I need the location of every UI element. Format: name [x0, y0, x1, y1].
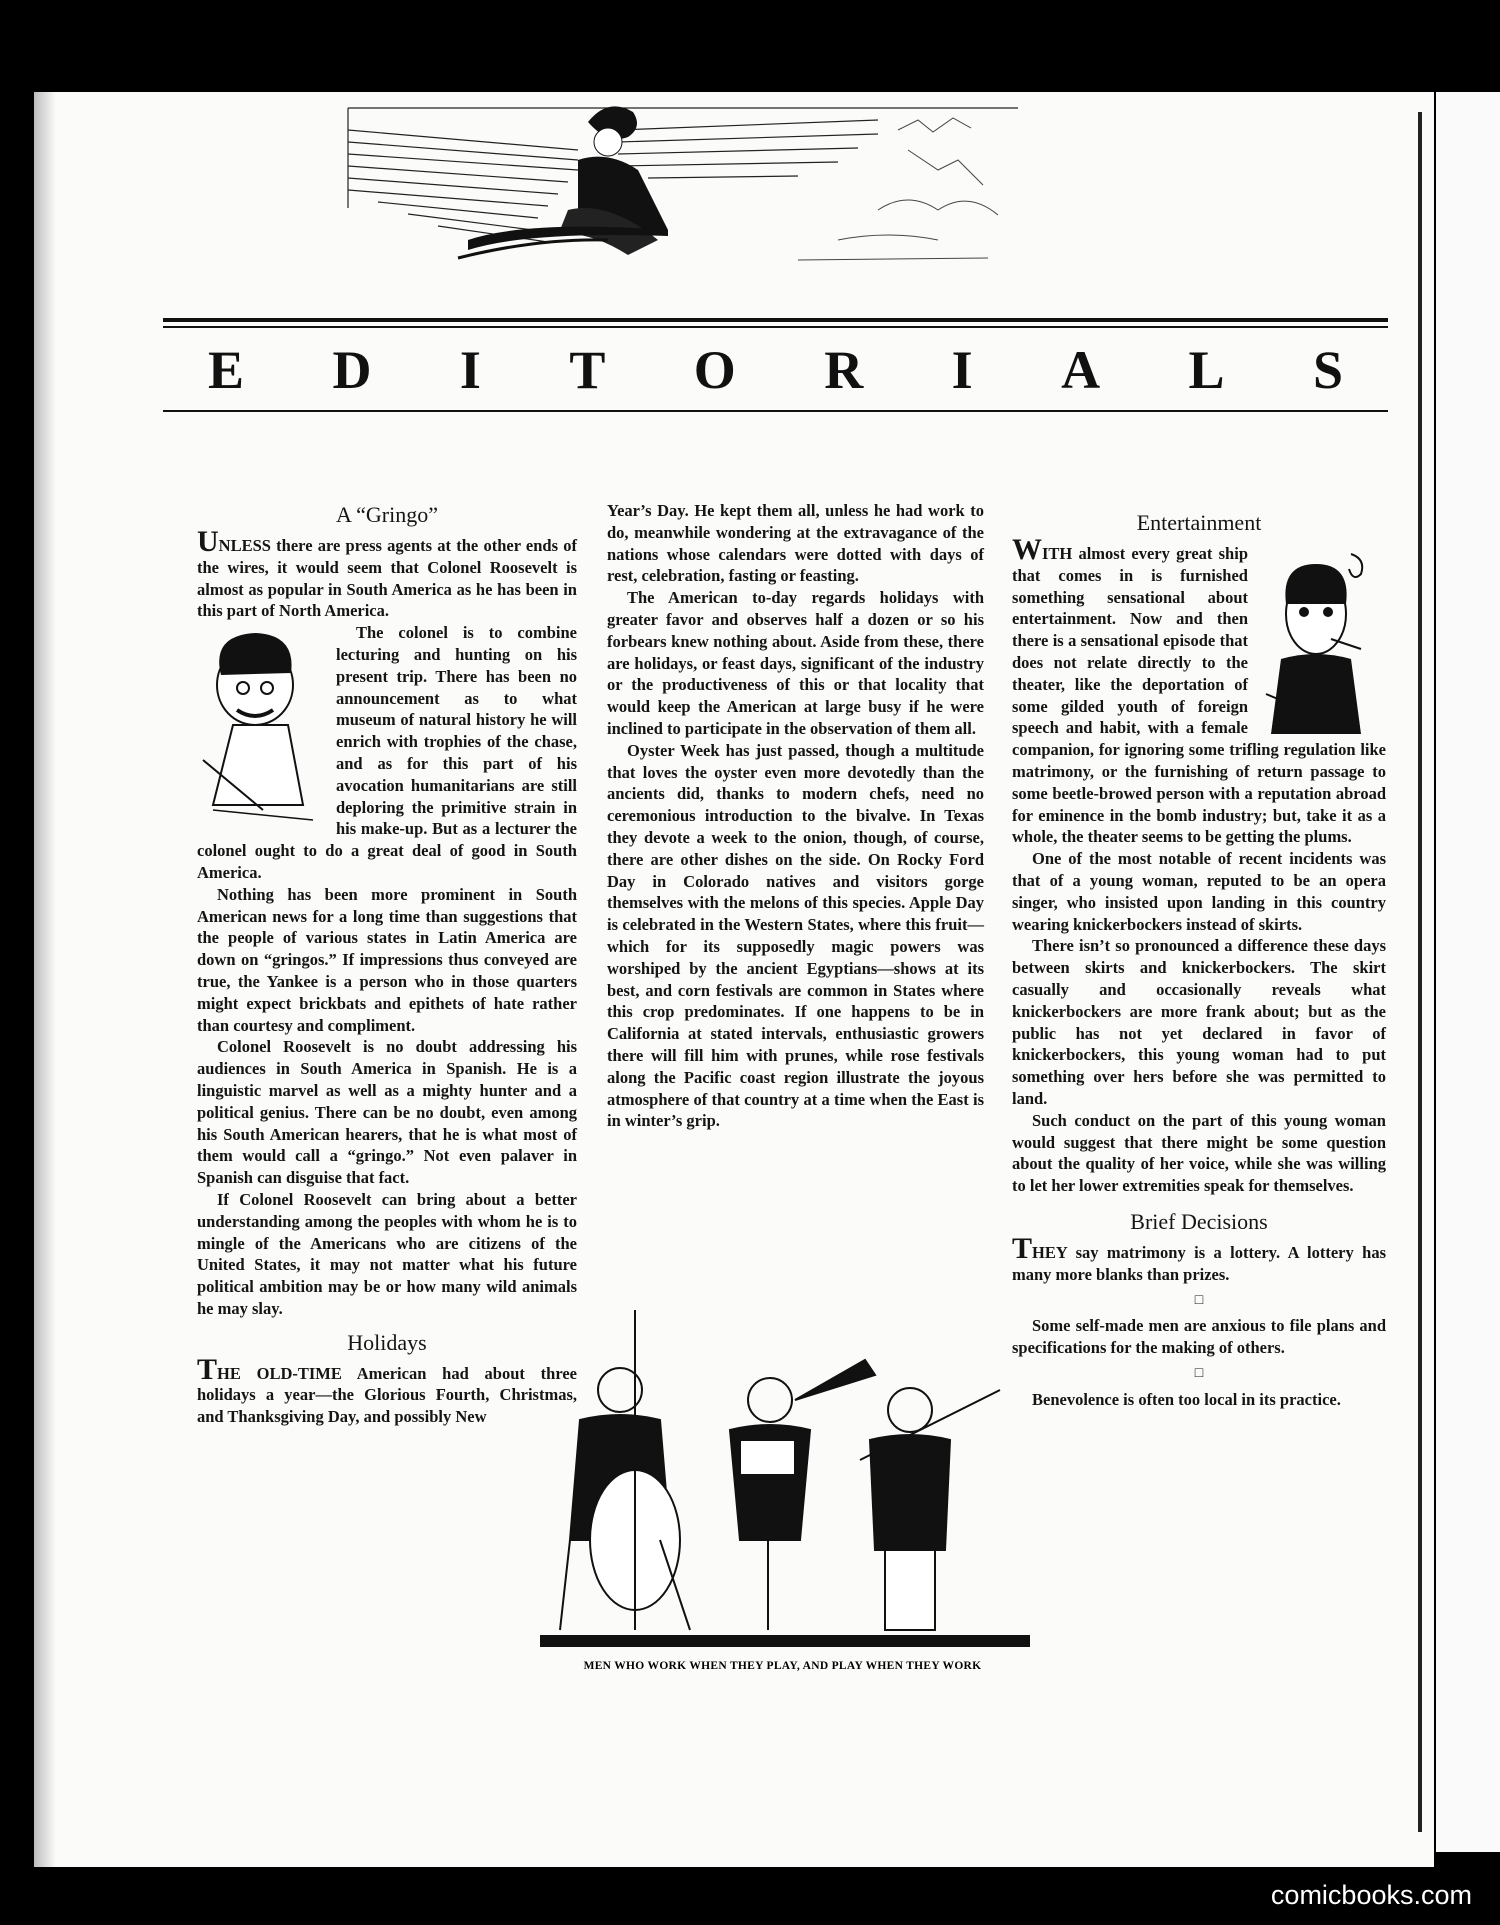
heading-gringo: A “Gringo”: [335, 502, 439, 527]
heading-brief-decisions: Brief Decisions: [1130, 1208, 1268, 1234]
page-title-editorials: [163, 330, 1388, 410]
bottom-rule-thin: [163, 410, 1388, 412]
paragraph: Colonel Roosevelt is no doubt addressing his audiences in South America in Spanish. He is a linguistic marvel as well as a mighty hunter and a political genius. There can be no doubt, even among his South American hearers, that he is what most of them would call a “gringo.” Not even palaver in Spanish can disguise that fact.: [197, 1037, 577, 1188]
paragraph: Nothing has been more prominent in South American news for a long time than suggestions that the people of various states in Latin America are down on “gringos.” If impressions thus conveyed are true, the Yankee is a person who in those quarters might expect brickbats and epithets of hate rather than courtesy and compliment.: [197, 884, 577, 1035]
drop-cap: W: [1012, 533, 1042, 566]
column-holidays: [607, 500, 984, 1132]
top-rule: [163, 318, 1388, 322]
heading-entertainment: Entertainment: [1136, 510, 1262, 535]
paragraph: Some self-made men are anxious to file plans and specifications for the making of others.: [1012, 1316, 1386, 1358]
title-letter: A: [1061, 340, 1101, 400]
paragraph: W ITH almost every great ship that comes in is furnished something sensational about entertainment. Now and then there is a sensational episode that does not relate directly to the theater, like the deportation of some gilded youth of foreign speech and habit, with a female companion, for ignoring some trifling regulation like matrimony, or the furnishing of return passage to some beetle-browed person with a reputation abroad for eminence in the bomb industry; but, take it as a whole, the theater seems to be getting the plums.: [1012, 533, 1386, 847]
title-letter: O: [693, 340, 736, 400]
heading-holidays: Holidays: [347, 1329, 427, 1355]
paragraph: The American to-day regards holidays with greater favor and observes half a dozen or so his forbears knew nothing about. Aside from these, there are holidays, or feast days, significant of the industry or the productiveness of this or that locality that would keep the American at large busy if he were inclined to participate in the observation of them all.: [607, 588, 984, 738]
title-letter: S: [1312, 340, 1343, 400]
adjacent-page-edge: [1436, 92, 1500, 1852]
toboggan-banner-illustration: [318, 90, 1018, 280]
paragraph: Year’s Day. He kept them all, unless he had work to do, meanwhile wondering at the extravagance of the nations whose calendars were dotted with days of rest, celebration, fasting or feasting.: [607, 501, 984, 586]
section-divider-box: □: [1194, 1292, 1204, 1308]
site-watermark: comicbooks.com: [1270, 1880, 1472, 1910]
drop-cap: T: [1012, 1231, 1033, 1265]
paragraph: If Colonel Roosevelt can bring about a better understanding among the peoples with whom he is to mingle of the Americans who are citizens of the United States, it may not matter what his future political ambition may be or how many wild animals he may slay.: [197, 1189, 577, 1318]
paragraph: THEY say matrimony is a lottery. A lottery has many more blanks than prizes.: [1012, 1231, 1386, 1284]
title-letter: I: [951, 340, 973, 400]
paragraph: Such conduct on the part of this young woman would suggest that there might be some question about the quality of her voice, while she was willing to let her lower extremities speak for themselves.: [1012, 1110, 1386, 1196]
title-letter: L: [1188, 340, 1225, 400]
title-letter: D: [332, 340, 372, 400]
paragraph: Benevolence is often too local in its practice.: [1032, 1389, 1341, 1409]
paragraph: THE OLD-TIME American had about three holidays a year—the Glorious Fourth, Christmas, and Thanksgiving Day, and possibly New: [197, 1352, 577, 1427]
page-gutter-shadow: [34, 92, 56, 1867]
title-letter: E: [208, 340, 245, 400]
title-letter: I: [459, 340, 481, 400]
top-rule-thin: [163, 326, 1388, 328]
paragraph: One of the most notable of recent incidents was that of a young woman, reputed to be an opera singer, who insisted upon landing in this country wearing knickerbockers instead of skirts.: [1012, 849, 1386, 934]
musicians-illustration: [540, 1310, 1030, 1655]
roosevelt-caricature: [193, 630, 328, 835]
drop-cap: U: [197, 525, 219, 558]
paragraph: UNLESS there are press agents at the other ends of the wires, it would seem that Colonel Roosevelt is almost as popular in South America as he has been in this part of North America.: [197, 525, 577, 621]
section-divider-box: □: [1194, 1365, 1204, 1381]
paragraph: There isn’t so pronounced a difference these days between skirts and knickerbockers. The skirt casually and occasionally reveals what knickerbockers are more frank about; but as the public has not yet declared in favor of knickerbockers, this young woman had to put something over hers before she was permitted to land.: [1012, 936, 1386, 1108]
page-edge-line: [1418, 112, 1422, 1832]
caricature-man-with-pen: [1256, 544, 1386, 734]
paragraph: Oyster Week has just passed, though a multitude that loves the oyster even more devotedly than the ancients did, thanks to modern chefs, need no ceremonious introduction to the bivalve. In Texas they devote a week to the onion, though, of course, there are other dishes on the side. On Rocky Ford Day in Colorado natives and visitors gorge themselves with the melons of this species. Apple Day is celebrated in the Western States, where this fruit—which for its supposedly magic powers was worshiped by the ancient Egyptians—shows at its best, and corn festivals are common in States where this crop predominates. If one happens to be in California at stated intervals, enthusiastic growers there will fill him with prunes, while rose festivals along the Pacific coast region illustrate the joyous atmosphere of that country at a time when the East is in winter’s grip.: [607, 740, 984, 1131]
column-entertainment: [1012, 508, 1386, 1410]
title-letter: T: [569, 340, 606, 400]
paragraph: The colonel is to combine lecturing and hunting on his present trip. There has been no announcement as to what museum of natural history he will enrich with trophies of the chase, and as for this part of his avocation humanitarians are still deploring the primitive strain in his make-up. But as a lecturer the colonel ought to do a great deal of good in South America.: [197, 623, 577, 882]
column-gringo: [197, 500, 577, 1428]
title-letter: R: [824, 340, 864, 400]
illustration-caption: MEN WHO WORK WHEN THEY PLAY, AND PLAY WHEN THEY WORK: [583, 1660, 982, 1672]
drop-cap: T: [197, 1352, 218, 1386]
